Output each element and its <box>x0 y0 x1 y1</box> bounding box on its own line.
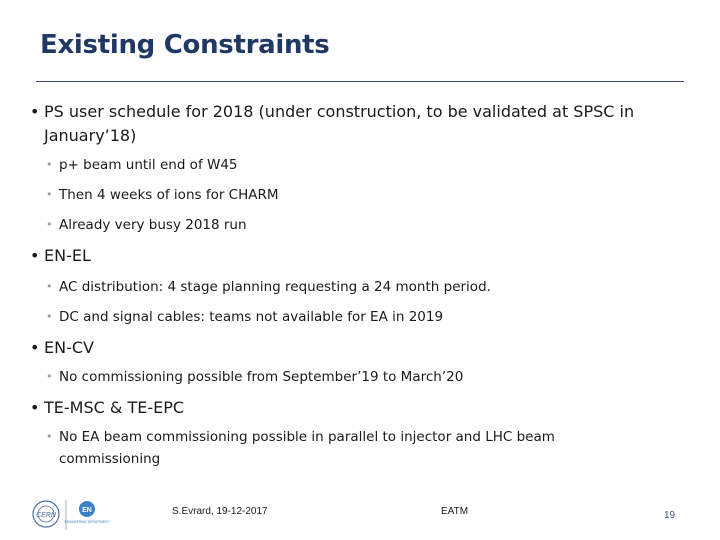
sub-bullet <box>30 306 710 328</box>
footer-project: EATM <box>441 506 469 517</box>
bullet-text: PS user schedule for 2018 (under construction, to be validated at SPSC in January’18) <box>44 102 635 145</box>
sub-bullet-dot-icon: • <box>46 280 53 293</box>
svg-text:EN: EN <box>82 507 92 514</box>
footer-logos <box>30 496 114 532</box>
sub-bullet <box>30 184 710 206</box>
en-logo-icon <box>65 501 110 524</box>
bullet-en-cv <box>30 336 710 360</box>
sub-bullet <box>30 366 710 388</box>
bullet-dot-icon: • <box>30 102 40 121</box>
sub-bullet-text: AC distribution: 4 stage planning requesting a 24 month period. <box>59 279 491 295</box>
bullet-text: TE-MSC & TE-EPC <box>44 398 185 417</box>
sub-bullet-text: Already very busy 2018 run <box>59 217 247 233</box>
sub-bullet <box>30 276 710 298</box>
svg-text:CERN: CERN <box>36 512 56 519</box>
sub-bullet-text: DC and signal cables: teams not available for EA in 2019 <box>59 309 444 325</box>
bullet-text: EN-EL <box>44 246 91 265</box>
bullet-dot-icon: • <box>30 246 40 265</box>
bullet-dot-icon: • <box>30 338 40 357</box>
cern-en-logos <box>30 496 114 532</box>
bullet-te-msc-epc <box>30 396 710 420</box>
sub-bullet-text: p+ beam until end of W45 <box>59 157 238 173</box>
sub-bullet-text: No commissioning possible from September’19 to March’20 <box>59 369 464 385</box>
cern-logo-icon <box>33 501 59 527</box>
bullet-text: EN-CV <box>44 338 94 357</box>
bullet-dot-icon: • <box>30 398 40 417</box>
bullet-ps-schedule <box>30 100 714 148</box>
page-number: 19 <box>664 510 676 521</box>
slide-body <box>30 100 710 470</box>
sub-bullet <box>30 154 710 176</box>
svg-text:ENGINEERING DEPARTMENT: ENGINEERING DEPARTMENT <box>64 520 110 524</box>
sub-bullet-dot-icon: • <box>46 370 53 383</box>
sub-bullet-dot-icon: • <box>46 218 53 231</box>
slide-title: Existing Constraints <box>40 30 330 60</box>
sub-bullet <box>30 426 619 470</box>
bullet-en-el <box>30 244 710 268</box>
sub-bullet-dot-icon: • <box>46 158 53 171</box>
title-divider <box>36 81 684 82</box>
sub-bullet-text: No EA beam commissioning possible in parallel to injector and LHC beam commissioning <box>59 429 555 467</box>
sub-bullet <box>30 214 710 236</box>
footer-author-date: S.Evrard, 19-12-2017 <box>172 506 268 517</box>
sub-bullet-dot-icon: • <box>46 430 53 443</box>
sub-bullet-dot-icon: • <box>46 188 53 201</box>
sub-bullet-text: Then 4 weeks of ions for CHARM <box>59 187 279 203</box>
sub-bullet-dot-icon: • <box>46 310 53 323</box>
